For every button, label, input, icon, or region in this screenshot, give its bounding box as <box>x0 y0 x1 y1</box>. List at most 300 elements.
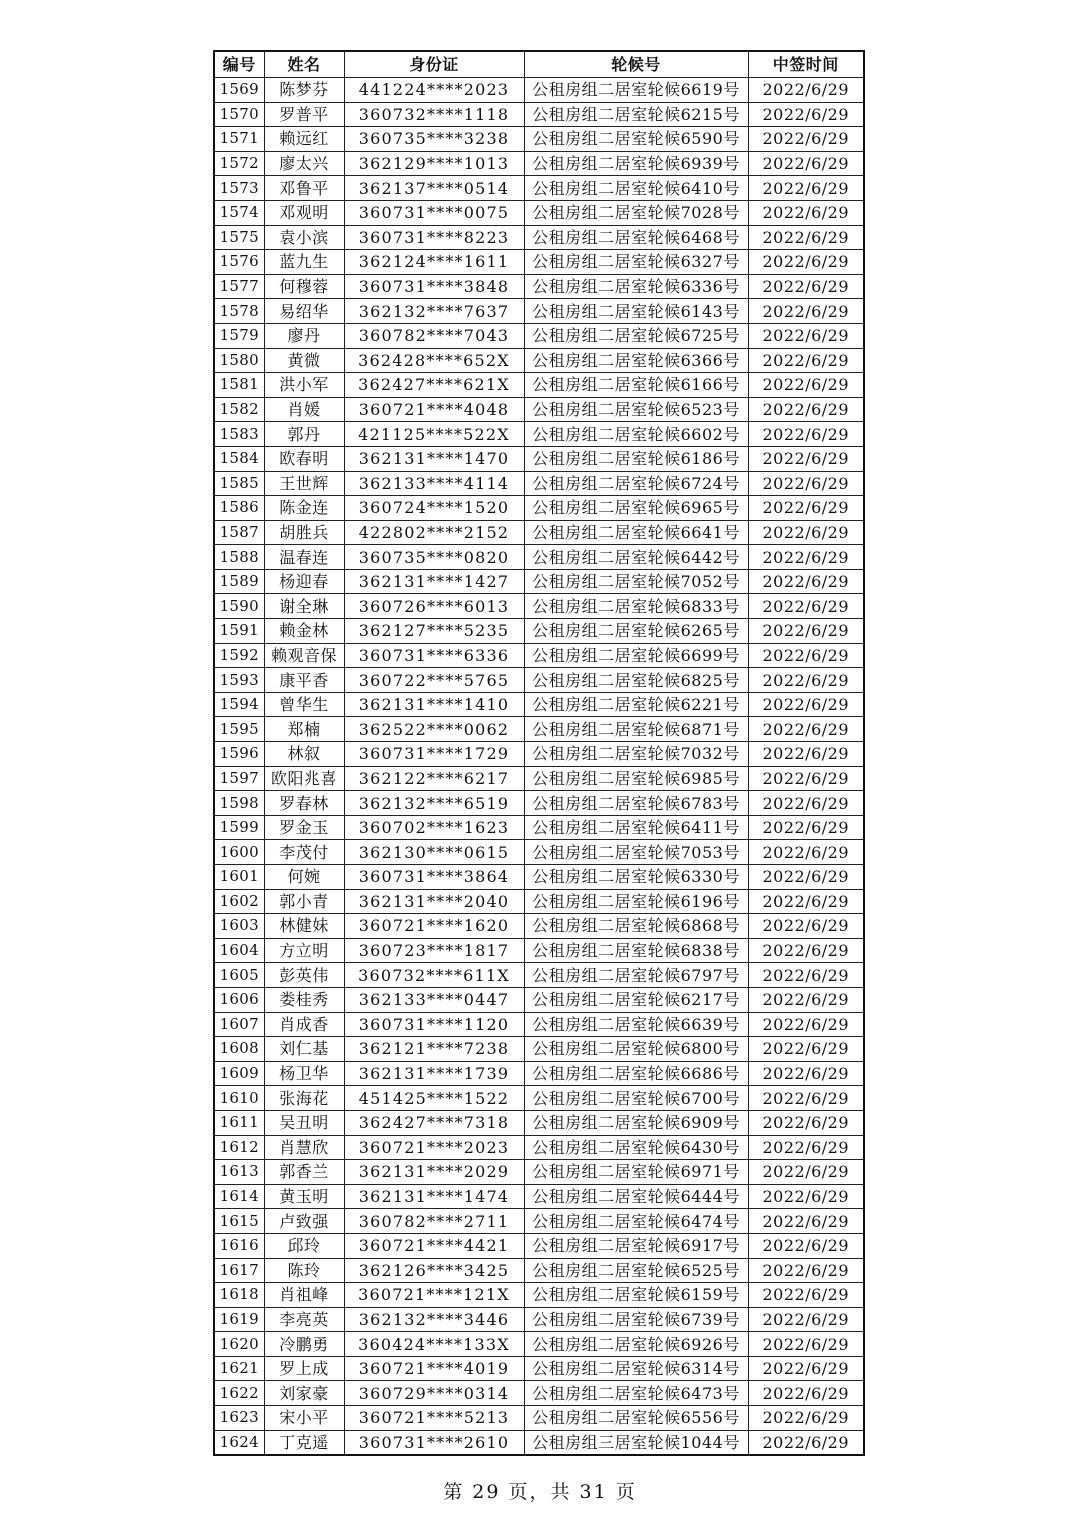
cell-sign-date: 2022/6/29 <box>748 151 864 176</box>
cell-number: 1600 <box>214 840 264 865</box>
cell-number: 1622 <box>214 1381 264 1406</box>
cell-name: 陈玲 <box>264 1258 344 1283</box>
table-row <box>214 1012 864 1037</box>
cell-id-card: 360702****1623 <box>344 815 524 840</box>
table-row <box>214 643 864 668</box>
table-row <box>214 619 864 644</box>
cell-id-card: 360721****4048 <box>344 397 524 422</box>
cell-queue-number: 公租房组二居室轮候6523号 <box>524 397 748 422</box>
cell-queue-number: 公租房组二居室轮候6327号 <box>524 250 748 275</box>
cell-sign-date: 2022/6/29 <box>748 274 864 299</box>
cell-id-card: 362133****4114 <box>344 471 524 496</box>
cell-id-card: 360731****3864 <box>344 865 524 890</box>
cell-queue-number: 公租房组二居室轮候6411号 <box>524 815 748 840</box>
cell-number: 1599 <box>214 815 264 840</box>
cell-id-card: 362428****652X <box>344 348 524 373</box>
cell-queue-number: 公租房组二居室轮候6265号 <box>524 619 748 644</box>
cell-sign-date: 2022/6/29 <box>748 1209 864 1234</box>
cell-id-card: 360721****121X <box>344 1283 524 1308</box>
cell-id-card: 362132****7637 <box>344 299 524 324</box>
table-row <box>214 250 864 275</box>
cell-number: 1572 <box>214 151 264 176</box>
cell-queue-number: 公租房组二居室轮候6971号 <box>524 1160 748 1185</box>
cell-queue-number: 公租房组二居室轮候6909号 <box>524 1110 748 1135</box>
cell-sign-date: 2022/6/29 <box>748 1356 864 1381</box>
cell-sign-date: 2022/6/29 <box>748 78 864 103</box>
cell-queue-number: 公租房组二居室轮候6442号 <box>524 545 748 570</box>
table-row <box>214 717 864 742</box>
cell-name: 娄桂秀 <box>264 987 344 1012</box>
cell-name: 蓝九生 <box>264 250 344 275</box>
cell-queue-number: 公租房组二居室轮候6800号 <box>524 1037 748 1062</box>
cell-number: 1602 <box>214 889 264 914</box>
cell-name: 陈梦芬 <box>264 78 344 103</box>
cell-queue-number: 公租房组二居室轮候6410号 <box>524 176 748 201</box>
cell-id-card: 360782****2711 <box>344 1209 524 1234</box>
table-row <box>214 815 864 840</box>
table-row <box>214 520 864 545</box>
cell-name: 陈金连 <box>264 496 344 521</box>
cell-name: 彭英伟 <box>264 963 344 988</box>
cell-queue-number: 公租房组二居室轮候6336号 <box>524 274 748 299</box>
cell-id-card: 360735****3238 <box>344 127 524 152</box>
cell-id-card: 421125****522X <box>344 422 524 447</box>
cell-queue-number: 公租房组二居室轮候6825号 <box>524 668 748 693</box>
cell-queue-number: 公租房组二居室轮候6366号 <box>524 348 748 373</box>
cell-queue-number: 公租房组二居室轮候6217号 <box>524 987 748 1012</box>
cell-name: 罗春林 <box>264 791 344 816</box>
cell-sign-date: 2022/6/29 <box>748 102 864 127</box>
cell-sign-date: 2022/6/29 <box>748 1061 864 1086</box>
cell-number: 1583 <box>214 422 264 447</box>
header-queue-number: 轮候号 <box>524 51 748 78</box>
cell-queue-number: 公租房组三居室轮候1044号 <box>524 1430 748 1455</box>
table-row <box>214 323 864 348</box>
cell-sign-date: 2022/6/29 <box>748 323 864 348</box>
cell-sign-date: 2022/6/29 <box>748 200 864 225</box>
cell-name: 欧春明 <box>264 446 344 471</box>
cell-queue-number: 公租房组二居室轮候6444号 <box>524 1184 748 1209</box>
table-row <box>214 963 864 988</box>
cell-queue-number: 公租房组二居室轮候6602号 <box>524 422 748 447</box>
cell-name: 易绍华 <box>264 299 344 324</box>
cell-number: 1615 <box>214 1209 264 1234</box>
table-row <box>214 422 864 447</box>
cell-name: 肖慧欣 <box>264 1135 344 1160</box>
cell-queue-number: 公租房组二居室轮候6641号 <box>524 520 748 545</box>
cell-sign-date: 2022/6/29 <box>748 520 864 545</box>
cell-id-card: 360731****6336 <box>344 643 524 668</box>
cell-queue-number: 公租房组二居室轮候7053号 <box>524 840 748 865</box>
cell-number: 1570 <box>214 102 264 127</box>
cell-id-card: 451425****1522 <box>344 1086 524 1111</box>
table-row <box>214 889 864 914</box>
table-row <box>214 1160 864 1185</box>
table-row <box>214 1061 864 1086</box>
table-row <box>214 1406 864 1431</box>
table-header-row <box>214 51 864 78</box>
cell-queue-number: 公租房组二居室轮候6166号 <box>524 373 748 398</box>
cell-id-card: 362131****1427 <box>344 569 524 594</box>
cell-sign-date: 2022/6/29 <box>748 766 864 791</box>
cell-sign-date: 2022/6/29 <box>748 1332 864 1357</box>
cell-sign-date: 2022/6/29 <box>748 1184 864 1209</box>
cell-id-card: 360732****1118 <box>344 102 524 127</box>
cell-name: 郭丹 <box>264 422 344 447</box>
table-row <box>214 545 864 570</box>
cell-number: 1604 <box>214 938 264 963</box>
cell-number: 1598 <box>214 791 264 816</box>
cell-number: 1581 <box>214 373 264 398</box>
cell-number: 1610 <box>214 1086 264 1111</box>
cell-queue-number: 公租房组二居室轮候6725号 <box>524 323 748 348</box>
cell-sign-date: 2022/6/29 <box>748 643 864 668</box>
cell-name: 王世辉 <box>264 471 344 496</box>
cell-id-card: 360735****0820 <box>344 545 524 570</box>
cell-queue-number: 公租房组二居室轮候6833号 <box>524 594 748 619</box>
cell-name: 郑楠 <box>264 717 344 742</box>
cell-id-card: 360723****1817 <box>344 938 524 963</box>
cell-number: 1587 <box>214 520 264 545</box>
cell-queue-number: 公租房组二居室轮候6985号 <box>524 766 748 791</box>
cell-name: 丁克遥 <box>264 1430 344 1455</box>
cell-name: 肖媛 <box>264 397 344 422</box>
cell-id-card: 362121****7238 <box>344 1037 524 1062</box>
table-body <box>214 78 864 1456</box>
cell-queue-number: 公租房组二居室轮候6314号 <box>524 1356 748 1381</box>
cell-number: 1616 <box>214 1233 264 1258</box>
cell-number: 1573 <box>214 176 264 201</box>
cell-id-card: 362132****3446 <box>344 1307 524 1332</box>
table-row <box>214 471 864 496</box>
cell-sign-date: 2022/6/29 <box>748 1037 864 1062</box>
cell-name: 吴丑明 <box>264 1110 344 1135</box>
cell-name: 袁小滨 <box>264 225 344 250</box>
cell-id-card: 362124****1611 <box>344 250 524 275</box>
cell-sign-date: 2022/6/29 <box>748 791 864 816</box>
table-row <box>214 1209 864 1234</box>
cell-queue-number: 公租房组二居室轮候6965号 <box>524 496 748 521</box>
cell-name: 冷鹏勇 <box>264 1332 344 1357</box>
table-row <box>214 766 864 791</box>
cell-sign-date: 2022/6/29 <box>748 422 864 447</box>
cell-number: 1589 <box>214 569 264 594</box>
cell-queue-number: 公租房组二居室轮候6699号 <box>524 643 748 668</box>
cell-id-card: 360726****6013 <box>344 594 524 619</box>
cell-number: 1613 <box>214 1160 264 1185</box>
cell-name: 胡胜兵 <box>264 520 344 545</box>
cell-queue-number: 公租房组二居室轮候6686号 <box>524 1061 748 1086</box>
cell-name: 温春连 <box>264 545 344 570</box>
cell-name: 林健妹 <box>264 914 344 939</box>
cell-queue-number: 公租房组二居室轮候6159号 <box>524 1283 748 1308</box>
cell-name: 黄玉明 <box>264 1184 344 1209</box>
table-row <box>214 692 864 717</box>
cell-queue-number: 公租房组二居室轮候6783号 <box>524 791 748 816</box>
cell-name: 何穆蓉 <box>264 274 344 299</box>
cell-sign-date: 2022/6/29 <box>748 397 864 422</box>
cell-queue-number: 公租房组二居室轮候6739号 <box>524 1307 748 1332</box>
cell-id-card: 360731****3848 <box>344 274 524 299</box>
cell-id-card: 422802****2152 <box>344 520 524 545</box>
cell-queue-number: 公租房组二居室轮候6639号 <box>524 1012 748 1037</box>
cell-number: 1608 <box>214 1037 264 1062</box>
cell-number: 1569 <box>214 78 264 103</box>
cell-queue-number: 公租房组二居室轮候7052号 <box>524 569 748 594</box>
cell-sign-date: 2022/6/29 <box>748 1233 864 1258</box>
table-row <box>214 200 864 225</box>
table-row <box>214 668 864 693</box>
cell-name: 刘仁基 <box>264 1037 344 1062</box>
cell-sign-date: 2022/6/29 <box>748 1110 864 1135</box>
cell-sign-date: 2022/6/29 <box>748 1406 864 1431</box>
lottery-result-table <box>213 50 865 1456</box>
table-row <box>214 1332 864 1357</box>
cell-sign-date: 2022/6/29 <box>748 225 864 250</box>
table-row <box>214 987 864 1012</box>
cell-id-card: 362133****0447 <box>344 987 524 1012</box>
cell-sign-date: 2022/6/29 <box>748 496 864 521</box>
cell-queue-number: 公租房组二居室轮候6474号 <box>524 1209 748 1234</box>
cell-sign-date: 2022/6/29 <box>748 914 864 939</box>
cell-queue-number: 公租房组二居室轮候6926号 <box>524 1332 748 1357</box>
table-row <box>214 299 864 324</box>
cell-queue-number: 公租房组二居室轮候6868号 <box>524 914 748 939</box>
cell-sign-date: 2022/6/29 <box>748 127 864 152</box>
cell-id-card: 362427****7318 <box>344 1110 524 1135</box>
cell-number: 1580 <box>214 348 264 373</box>
table-row <box>214 791 864 816</box>
cell-sign-date: 2022/6/29 <box>748 1160 864 1185</box>
cell-name: 罗金玉 <box>264 815 344 840</box>
cell-number: 1623 <box>214 1406 264 1431</box>
table-row <box>214 348 864 373</box>
cell-id-card: 362131****1474 <box>344 1184 524 1209</box>
table-row <box>214 1184 864 1209</box>
header-id-card: 身份证 <box>344 51 524 78</box>
table-row <box>214 496 864 521</box>
cell-number: 1612 <box>214 1135 264 1160</box>
cell-name: 赖观音保 <box>264 643 344 668</box>
cell-sign-date: 2022/6/29 <box>748 1258 864 1283</box>
table-row <box>214 1356 864 1381</box>
cell-sign-date: 2022/6/29 <box>748 446 864 471</box>
cell-sign-date: 2022/6/29 <box>748 815 864 840</box>
cell-sign-date: 2022/6/29 <box>748 1135 864 1160</box>
cell-name: 杨卫华 <box>264 1061 344 1086</box>
table-row <box>214 1110 864 1135</box>
cell-queue-number: 公租房组二居室轮候6143号 <box>524 299 748 324</box>
cell-number: 1585 <box>214 471 264 496</box>
cell-queue-number: 公租房组二居室轮候6797号 <box>524 963 748 988</box>
table-row <box>214 151 864 176</box>
cell-number: 1618 <box>214 1283 264 1308</box>
table-row <box>214 938 864 963</box>
cell-sign-date: 2022/6/29 <box>748 299 864 324</box>
cell-id-card: 362522****0062 <box>344 717 524 742</box>
cell-id-card: 360722****5765 <box>344 668 524 693</box>
cell-name: 邱玲 <box>264 1233 344 1258</box>
cell-number: 1596 <box>214 742 264 767</box>
cell-sign-date: 2022/6/29 <box>748 471 864 496</box>
cell-name: 廖丹 <box>264 323 344 348</box>
cell-sign-date: 2022/6/29 <box>748 963 864 988</box>
cell-number: 1609 <box>214 1061 264 1086</box>
table-row <box>214 102 864 127</box>
cell-number: 1606 <box>214 987 264 1012</box>
table-row <box>214 1233 864 1258</box>
cell-id-card: 360731****1120 <box>344 1012 524 1037</box>
cell-sign-date: 2022/6/29 <box>748 619 864 644</box>
cell-number: 1592 <box>214 643 264 668</box>
cell-sign-date: 2022/6/29 <box>748 348 864 373</box>
cell-sign-date: 2022/6/29 <box>748 938 864 963</box>
cell-id-card: 362130****0615 <box>344 840 524 865</box>
cell-number: 1579 <box>214 323 264 348</box>
cell-queue-number: 公租房组二居室轮候6939号 <box>524 151 748 176</box>
table-row <box>214 446 864 471</box>
cell-sign-date: 2022/6/29 <box>748 1430 864 1455</box>
cell-sign-date: 2022/6/29 <box>748 594 864 619</box>
cell-name: 肖祖峰 <box>264 1283 344 1308</box>
cell-queue-number: 公租房组二居室轮候6556号 <box>524 1406 748 1431</box>
cell-name: 康平香 <box>264 668 344 693</box>
cell-number: 1611 <box>214 1110 264 1135</box>
cell-number: 1588 <box>214 545 264 570</box>
cell-number: 1597 <box>214 766 264 791</box>
cell-sign-date: 2022/6/29 <box>748 1381 864 1406</box>
cell-sign-date: 2022/6/29 <box>748 692 864 717</box>
cell-id-card: 362127****5235 <box>344 619 524 644</box>
cell-name: 赖金林 <box>264 619 344 644</box>
table-row <box>214 127 864 152</box>
cell-name: 杨迎春 <box>264 569 344 594</box>
cell-id-card: 360721****1620 <box>344 914 524 939</box>
cell-name: 卢致强 <box>264 1209 344 1234</box>
cell-name: 罗普平 <box>264 102 344 127</box>
table-row <box>214 274 864 299</box>
cell-number: 1594 <box>214 692 264 717</box>
table-row <box>214 1086 864 1111</box>
table-row <box>214 865 864 890</box>
cell-number: 1614 <box>214 1184 264 1209</box>
header-name: 姓名 <box>264 51 344 78</box>
cell-number: 1607 <box>214 1012 264 1037</box>
cell-id-card: 362131****2029 <box>344 1160 524 1185</box>
cell-number: 1624 <box>214 1430 264 1455</box>
table-row <box>214 1258 864 1283</box>
cell-queue-number: 公租房组二居室轮候6525号 <box>524 1258 748 1283</box>
cell-name: 邓观明 <box>264 200 344 225</box>
cell-name: 何婉 <box>264 865 344 890</box>
cell-id-card: 362131****1410 <box>344 692 524 717</box>
header-sign-date: 中签时间 <box>748 51 864 78</box>
cell-name: 郭小青 <box>264 889 344 914</box>
cell-number: 1617 <box>214 1258 264 1283</box>
cell-id-card: 362131****1470 <box>344 446 524 471</box>
table-row <box>214 373 864 398</box>
table-row <box>214 1283 864 1308</box>
cell-queue-number: 公租房组二居室轮候7028号 <box>524 200 748 225</box>
cell-name: 曾华生 <box>264 692 344 717</box>
cell-queue-number: 公租房组二居室轮候6700号 <box>524 1086 748 1111</box>
table-row <box>214 742 864 767</box>
table-row <box>214 1135 864 1160</box>
cell-id-card: 362131****2040 <box>344 889 524 914</box>
cell-id-card: 362132****6519 <box>344 791 524 816</box>
cell-id-card: 360721****5213 <box>344 1406 524 1431</box>
cell-queue-number: 公租房组二居室轮候6186号 <box>524 446 748 471</box>
cell-sign-date: 2022/6/29 <box>748 668 864 693</box>
cell-id-card: 360721****4019 <box>344 1356 524 1381</box>
cell-sign-date: 2022/6/29 <box>748 865 864 890</box>
cell-number: 1574 <box>214 200 264 225</box>
cell-id-card: 362427****621X <box>344 373 524 398</box>
cell-id-card: 360724****1520 <box>344 496 524 521</box>
cell-name: 赖远红 <box>264 127 344 152</box>
cell-id-card: 360731****1729 <box>344 742 524 767</box>
cell-name: 李亮英 <box>264 1307 344 1332</box>
table-row <box>214 840 864 865</box>
cell-queue-number: 公租房组二居室轮候6871号 <box>524 717 748 742</box>
cell-name: 欧阳兆喜 <box>264 766 344 791</box>
cell-queue-number: 公租房组二居室轮候6215号 <box>524 102 748 127</box>
cell-sign-date: 2022/6/29 <box>748 1012 864 1037</box>
cell-number: 1576 <box>214 250 264 275</box>
cell-name: 黄微 <box>264 348 344 373</box>
cell-name: 刘家豪 <box>264 1381 344 1406</box>
cell-queue-number: 公租房组二居室轮候6221号 <box>524 692 748 717</box>
cell-id-card: 441224****2023 <box>344 78 524 103</box>
cell-number: 1584 <box>214 446 264 471</box>
cell-sign-date: 2022/6/29 <box>748 1283 864 1308</box>
cell-queue-number: 公租房组二居室轮候6430号 <box>524 1135 748 1160</box>
cell-id-card: 362122****6217 <box>344 766 524 791</box>
cell-queue-number: 公租房组二居室轮候6917号 <box>524 1233 748 1258</box>
cell-number: 1601 <box>214 865 264 890</box>
cell-sign-date: 2022/6/29 <box>748 250 864 275</box>
page-number-footer: 第 29 页，共 31 页 <box>443 1481 637 1503</box>
cell-sign-date: 2022/6/29 <box>748 889 864 914</box>
cell-number: 1578 <box>214 299 264 324</box>
cell-name: 宋小平 <box>264 1406 344 1431</box>
cell-sign-date: 2022/6/29 <box>748 840 864 865</box>
cell-name: 张海花 <box>264 1086 344 1111</box>
cell-id-card: 362131****1739 <box>344 1061 524 1086</box>
cell-number: 1619 <box>214 1307 264 1332</box>
table-row <box>214 1037 864 1062</box>
cell-id-card: 360721****4421 <box>344 1233 524 1258</box>
cell-queue-number: 公租房组二居室轮候6590号 <box>524 127 748 152</box>
cell-number: 1595 <box>214 717 264 742</box>
cell-number: 1577 <box>214 274 264 299</box>
cell-id-card: 360721****2023 <box>344 1135 524 1160</box>
cell-name: 邓鲁平 <box>264 176 344 201</box>
cell-id-card: 360424****133X <box>344 1332 524 1357</box>
cell-sign-date: 2022/6/29 <box>748 373 864 398</box>
cell-name: 谢全琳 <box>264 594 344 619</box>
table-row <box>214 225 864 250</box>
cell-sign-date: 2022/6/29 <box>748 1086 864 1111</box>
cell-sign-date: 2022/6/29 <box>748 1307 864 1332</box>
cell-number: 1582 <box>214 397 264 422</box>
cell-number: 1620 <box>214 1332 264 1357</box>
table-row <box>214 914 864 939</box>
cell-sign-date: 2022/6/29 <box>748 742 864 767</box>
table-row <box>214 1381 864 1406</box>
cell-name: 洪小军 <box>264 373 344 398</box>
header-number: 编号 <box>214 51 264 78</box>
